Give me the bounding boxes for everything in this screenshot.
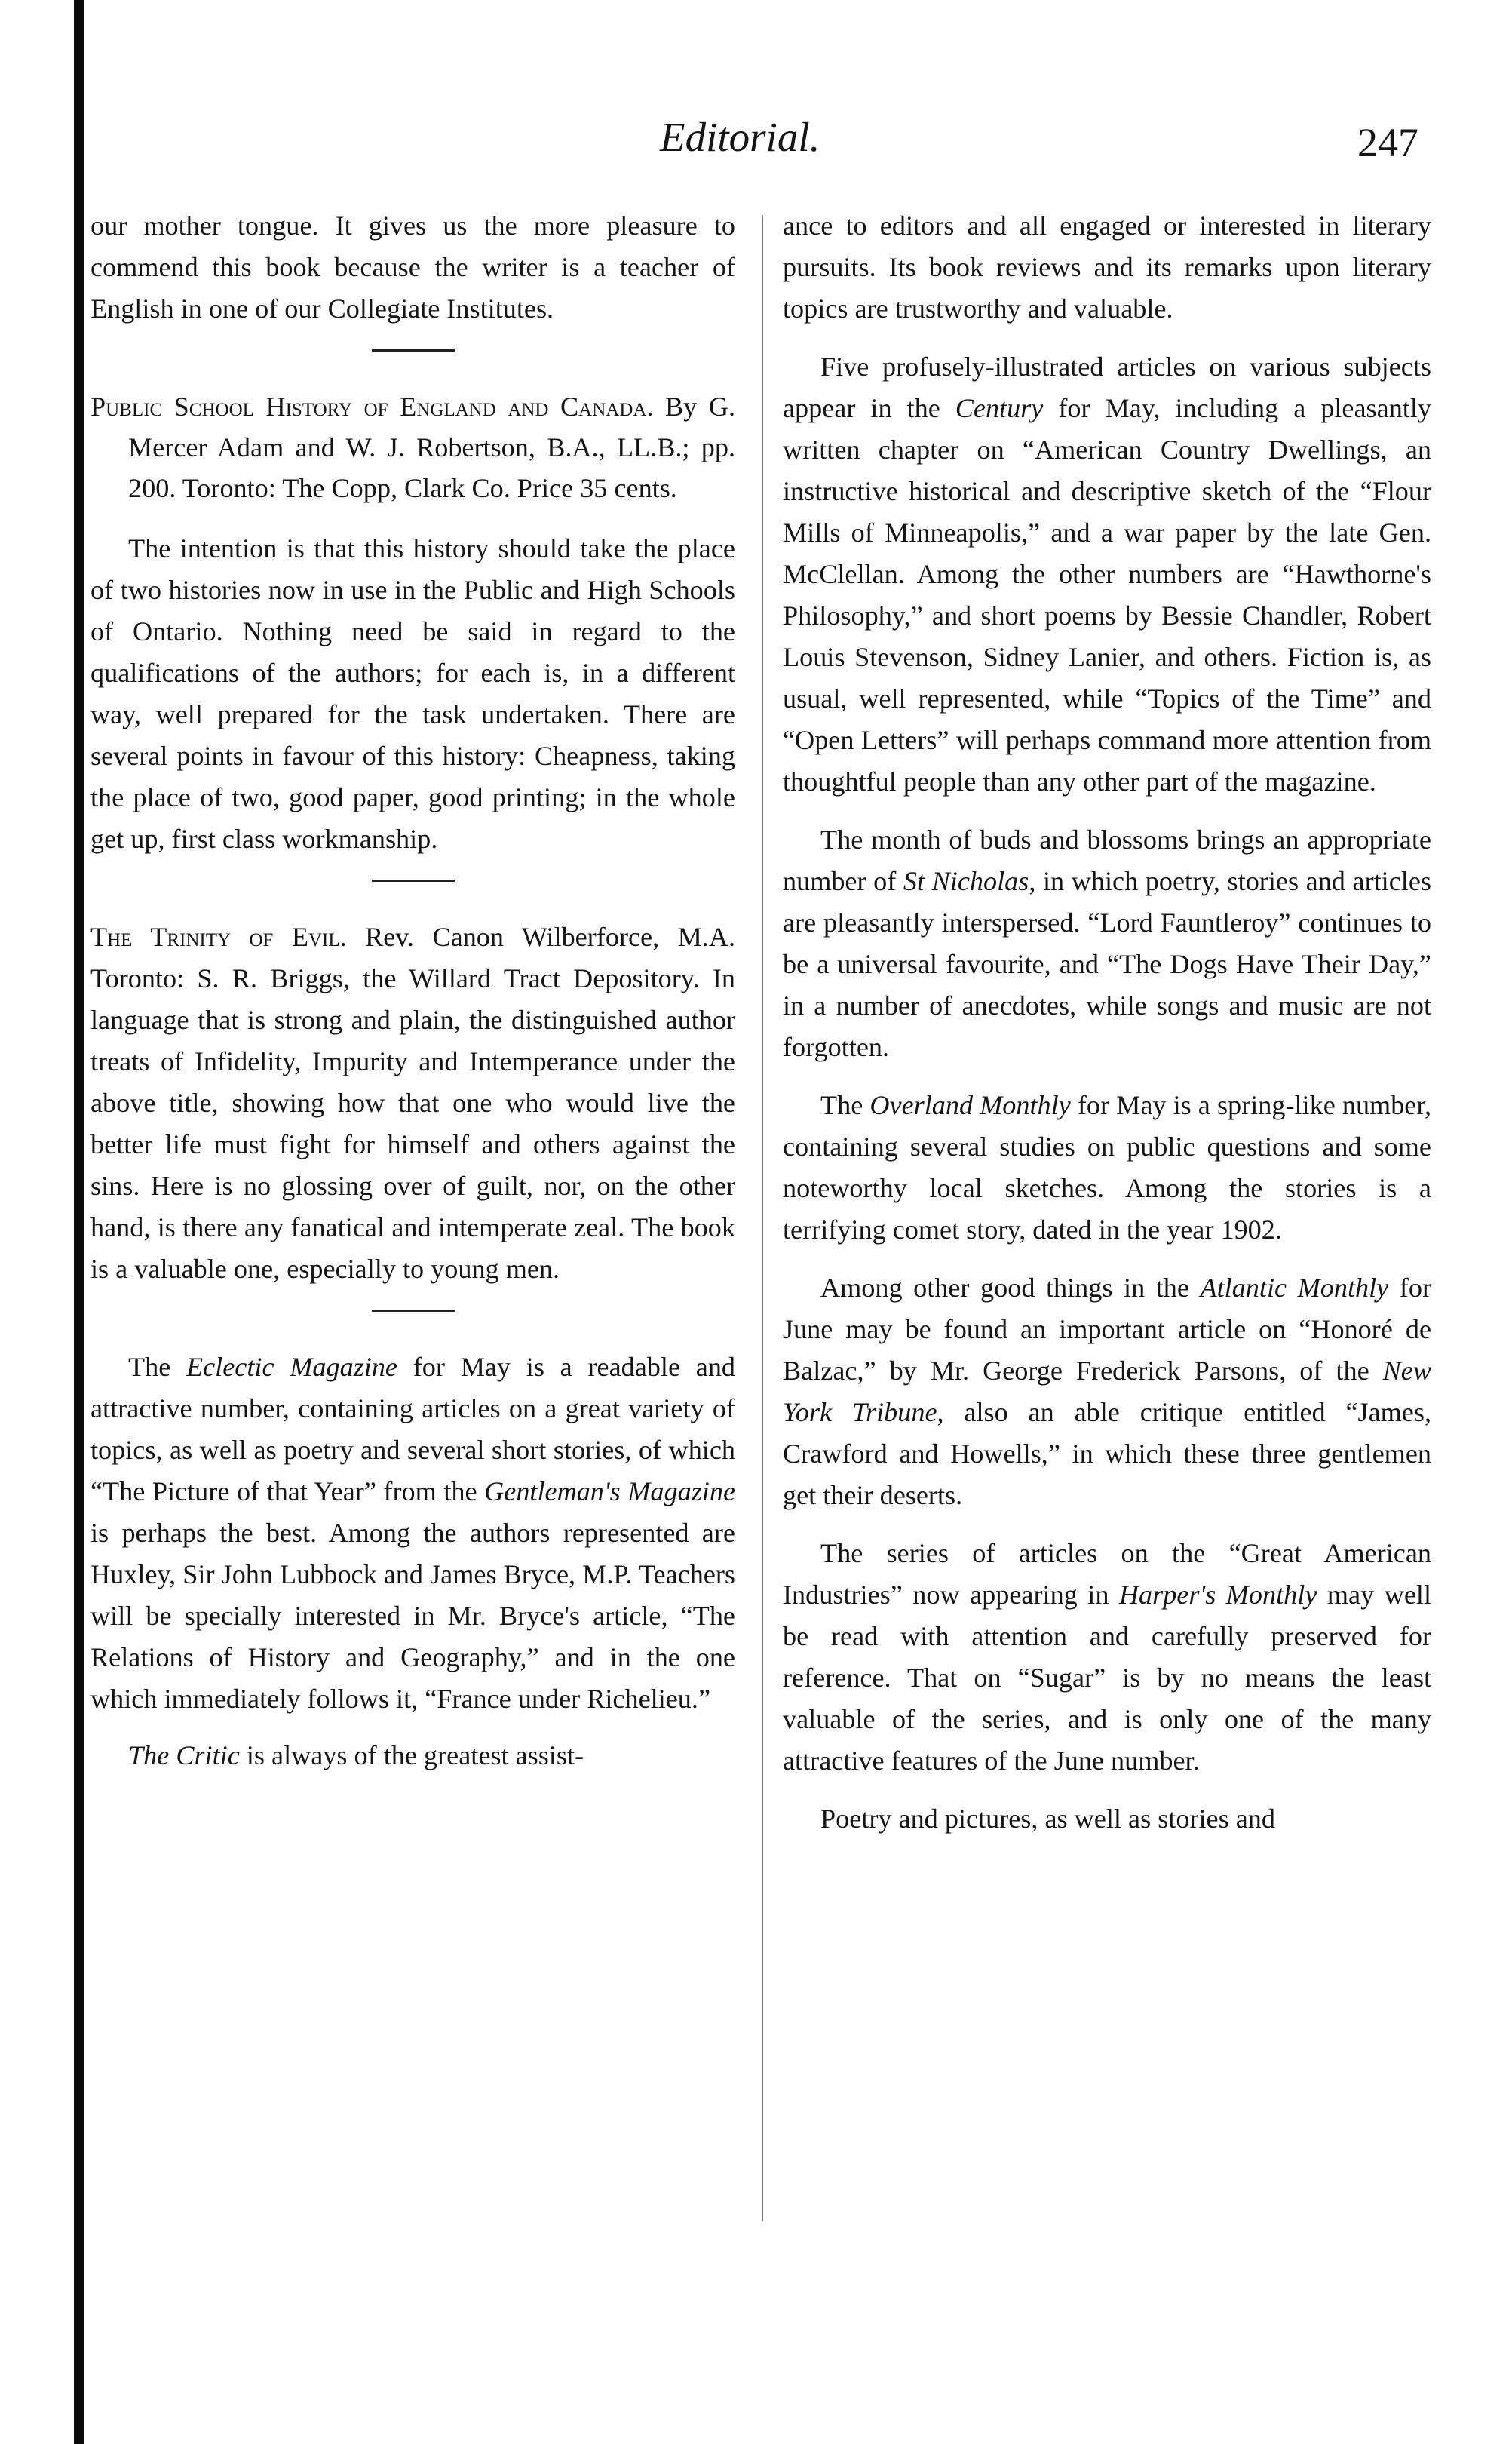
text-run: may well be read with attention and carefully preserved for reference. That on “Sugar” is by no means the least valuable of the series, and is only one of the many attractive features of the June number. xyxy=(783,1580,1431,1776)
right-column xyxy=(783,205,1431,1856)
magazine-title: Century xyxy=(955,393,1044,423)
section-separator xyxy=(372,1310,455,1312)
section-separator xyxy=(372,880,455,882)
section-separator xyxy=(372,349,455,352)
magazine-title: Gentleman's Magazine xyxy=(484,1476,736,1506)
paragraph-overland xyxy=(783,1085,1431,1251)
book-entry-history xyxy=(90,386,735,508)
paragraph-critic xyxy=(90,1735,735,1776)
running-title: Editorial. xyxy=(660,114,820,160)
page-number: 247 xyxy=(1357,120,1418,165)
magazine-title: Overland Monthly xyxy=(869,1090,1071,1120)
paragraph-century xyxy=(783,346,1431,803)
paragraph-eclectic xyxy=(90,1346,735,1720)
column-divider xyxy=(762,215,763,2221)
text-run: is perhaps the best. Among the authors represented are Huxley, Sir John Lubbock and James Bryce, M.P. Teachers will be specially interested in Mr. Bryce's article, “The Relations of History and Geography,” and in the one which immediately follows it, “France under Richelieu.” xyxy=(90,1518,735,1714)
magazine-title: Eclectic Magazine xyxy=(186,1352,397,1382)
magazine-title: St Nicholas xyxy=(903,866,1029,896)
text-run: The xyxy=(128,1352,187,1382)
text-run: for May, including a pleasantly written chapter on “American Country Dwellings, an instructive historical and descriptive sketch of the “Flour Mills of Minneapolis,” and a war paper by the late Gen. McClellan. Among the other numbers are “Hawthorne's Philosophy,” and short poems by Bessie Chandler, Robert Louis Stevenson, Sidney Lanier, and others. Fiction is, as usual, well represented, while “Topics of the Time” and “Open Letters” will perhaps command more attention from thoughtful people than any other part of the magazine. xyxy=(783,393,1431,797)
magazine-title: The Critic xyxy=(128,1740,240,1770)
magazine-title: Atlantic Monthly xyxy=(1200,1273,1389,1303)
magazine-title: New York Tribune xyxy=(783,1356,1431,1427)
text-run: The month of buds and blossoms brings an appropriate number of xyxy=(783,824,1431,896)
running-head xyxy=(0,113,1512,173)
text-run: for June may be found an important article on “Honoré de Balzac,” by Mr. George Frederick Parsons, of the xyxy=(783,1273,1431,1386)
binding-edge xyxy=(74,0,84,2444)
text-run: for May is a spring-like number, containing several studies on public questions and some noteworthy local sketches. Among the stories is a terrifying comet story, dated in the year 1902. xyxy=(783,1090,1431,1245)
paragraph-mother-tongue: our mother tongue. It gives us the more pleasure to commend this book because the writer is a teacher of English in one of our Collegiate Institutes. xyxy=(90,210,735,324)
text-run: for May is a readable and attractive number, containing articles on a great variety of topics, as well as poetry and several short stories, of which “The Picture of that Year” from the xyxy=(90,1352,736,1506)
paragraph-atlantic xyxy=(783,1267,1431,1516)
paragraph-critic-continued: ance to editors and all engaged or interested in literary pursuits. Its book reviews and its remarks upon literary topics are trustworthy and valuable. xyxy=(783,210,1431,324)
paragraph-st-nicholas xyxy=(783,819,1431,1068)
left-column xyxy=(90,205,735,1792)
text-run: , in which poetry, stories and articles are pleasantly interspersed. “Lord Fauntleroy” continues to be a universal favourite, and “The Dogs Have Their Day,” in a number of anecdotes, while songs and music are not forgotten. xyxy=(783,866,1431,1062)
paragraph-harpers xyxy=(783,1533,1431,1782)
book-details: By G. Mercer Adam and W. J. Robertson, B.A., LL.B.; pp. 200. Toronto: The Copp, Clark Co. Price 35 cents. xyxy=(128,391,736,503)
text-run: Among other good things in the xyxy=(820,1273,1201,1303)
paragraph-poetry: Poetry and pictures, as well as stories and xyxy=(820,1804,1275,1834)
book-details: Rev. Canon Wilberforce, M.A. Toronto: S. R. Briggs, the Willard Tract Depository. In language that is strong and plain, the distinguished author treats of Infidelity, Impurity and Intemperance under the above title, showing how that one who would live the better life must fight for himself and others against the sins. Here is no glossing over of guilt, nor, on the other hand, is there any fanatical and intemperate zeal. The book is a valuable one, especially to young men. xyxy=(90,922,735,1284)
text-run: The series of articles on the “Great American Industries” now appearing in xyxy=(783,1538,1431,1610)
book-title: Public School History of England and Canada. xyxy=(90,391,654,422)
text-run: Five profusely-illustrated articles on various subjects appear in the xyxy=(783,352,1431,423)
magazine-title: Harper's Monthly xyxy=(1118,1580,1317,1610)
book-title: The Trinity of Evil. xyxy=(90,922,347,952)
text-run: The xyxy=(820,1090,870,1120)
book-entry-trinity xyxy=(90,916,735,1290)
book-review-history: The intention is that this history should take the place of two histories now in use in the Public and High Schools of Ontario. Nothing need be said in regard to the qualifications of the authors; for each is, in a different way, well prepared for the task undertaken. There are several points in favour of this history: Cheapness, taking the place of two, good paper, good printing; in the whole get up, first class workmanship. xyxy=(90,533,735,854)
text-run: , also an able critique entitled “James, Crawford and Howells,” in which these three gentlemen get their deserts. xyxy=(783,1397,1431,1510)
text-run: is always of the greatest assist- xyxy=(239,1740,584,1770)
